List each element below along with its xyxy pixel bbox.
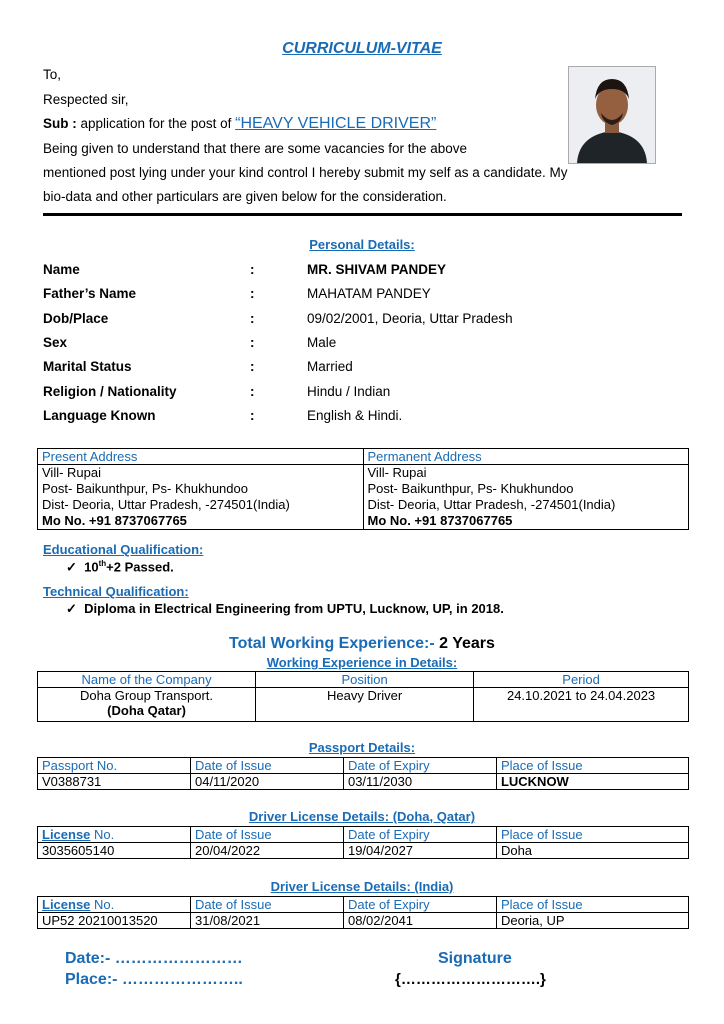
period-cell: 24.10.2021 to 24.04.2023 xyxy=(474,688,689,722)
qatar-license-expiry-date: 19/04/2027 xyxy=(343,843,496,859)
signature-line: {……………………….} xyxy=(395,971,546,988)
company-location: (Doha Qatar) xyxy=(107,703,186,718)
present-post: Post- Baikunthpur, Ps- Khukhundoo xyxy=(42,481,248,496)
date-of-expiry-header: Date of Expiry xyxy=(343,758,496,774)
technical-qualification-heading: Technical Qualification: xyxy=(43,584,189,599)
personal-details-heading: Personal Details: xyxy=(309,237,415,252)
license-label: License xyxy=(42,897,91,912)
company-name: Doha Group Transport. xyxy=(80,688,214,703)
date-of-issue-header: Date of Issue xyxy=(190,897,343,913)
technical-item xyxy=(66,601,504,617)
intro-paragraph-1: Being given to understand that there are some vacancies for the above xyxy=(43,141,468,156)
passport-number: V0388731 xyxy=(38,774,191,790)
date-of-expiry-header: Date of Expiry xyxy=(343,897,496,913)
check-icon: ✓ xyxy=(66,559,77,575)
license-india-table xyxy=(37,896,689,929)
language-known-label: Language Known xyxy=(43,408,156,423)
working-experience-heading: Working Experience in Details: xyxy=(266,655,458,670)
present-district: Dist- Deoria, Uttar Pradesh, -274501(India) xyxy=(42,497,290,512)
salutation: Respected sir, xyxy=(43,92,129,107)
subject-label: Sub : xyxy=(43,116,77,131)
intro-paragraph-2: mentioned post lying under your kind control I hereby submit my self as a candidate. My xyxy=(43,165,568,180)
permanent-address-header: Permanent Address xyxy=(363,449,689,465)
present-address-cell xyxy=(38,465,364,530)
license-qatar-table xyxy=(37,826,689,859)
place-field: Place:- ………………….. xyxy=(65,971,243,988)
document-title: CURRICULUM-VITAE xyxy=(282,40,442,57)
company-header: Name of the Company xyxy=(38,672,256,688)
permanent-mobile: Mo No. +91 8737067765 xyxy=(367,513,513,528)
passport-expiry-date: 03/11/2030 xyxy=(343,774,496,790)
india-license-expiry-date: 08/02/2041 xyxy=(343,913,496,929)
license-india-heading: Driver License Details: (India) xyxy=(270,879,454,894)
total-experience xyxy=(0,635,724,653)
colon: : xyxy=(250,335,255,350)
date-of-issue-header: Date of Issue xyxy=(190,758,343,774)
date-field: Date:- …………………… xyxy=(65,950,243,967)
educational-qualification-heading: Educational Qualification: xyxy=(43,542,204,557)
colon: : xyxy=(250,286,255,301)
india-license-number: UP52 20210013520 xyxy=(38,913,191,929)
license-no-header xyxy=(38,827,191,843)
name-label: Name xyxy=(43,262,80,277)
experience-table xyxy=(37,671,689,722)
place-of-issue-header: Place of Issue xyxy=(496,758,688,774)
qatar-license-place: Doha xyxy=(496,843,688,859)
father-name-value: MAHATAM PANDEY xyxy=(307,286,431,301)
license-qatar-heading: Driver License Details: (Doha, Qatar) xyxy=(248,809,476,824)
permanent-post: Post- Baikunthpur, Ps- Khukhundoo xyxy=(367,481,574,496)
passport-place-of-issue: LUCKNOW xyxy=(496,774,688,790)
license-no-header xyxy=(38,897,191,913)
present-address-header: Present Address xyxy=(38,449,364,465)
license-label: License xyxy=(42,827,91,842)
license-no-suffix: No. xyxy=(90,827,115,842)
education-status: +2 Passed. xyxy=(106,559,174,575)
name-value: MR. SHIVAM PANDEY xyxy=(307,262,447,277)
present-village: Vill- Rupai xyxy=(42,465,102,480)
place-of-issue-header: Place of Issue xyxy=(496,827,688,843)
company-cell xyxy=(38,688,256,722)
permanent-village: Vill- Rupai xyxy=(367,465,427,480)
passport-no-header: Passport No. xyxy=(38,758,191,774)
dob-place-value: 09/02/2001, Deoria, Uttar Pradesh xyxy=(307,311,513,326)
colon: : xyxy=(250,384,255,399)
education-superscript: th xyxy=(98,559,107,568)
subject-text: application for the post of xyxy=(76,116,236,131)
passport-details-heading: Passport Details: xyxy=(308,740,416,755)
father-name-label: Father’s Name xyxy=(43,286,137,301)
marital-status-label: Marital Status xyxy=(43,359,132,374)
total-experience-value: 2 Years xyxy=(434,635,495,652)
passport-issue-date: 04/11/2020 xyxy=(190,774,343,790)
language-known-value: English & Hindi. xyxy=(307,408,403,423)
permanent-district: Dist- Deoria, Uttar Pradesh, -274501(India) xyxy=(367,497,616,512)
sex-label: Sex xyxy=(43,335,68,350)
position-cell: Heavy Driver xyxy=(256,688,474,722)
india-license-issue-date: 31/08/2021 xyxy=(190,913,343,929)
religion-nationality-value: Hindu / Indian xyxy=(307,384,391,399)
subject-line xyxy=(43,115,436,133)
sex-value: Male xyxy=(307,335,337,350)
period-header: Period xyxy=(474,672,689,688)
post-title: “HEAVY VEHICLE DRIVER” xyxy=(235,115,437,132)
header-divider xyxy=(43,213,682,216)
total-experience-label: Total Working Experience:- xyxy=(229,635,435,652)
colon: : xyxy=(250,359,255,374)
profile-photo xyxy=(568,66,656,164)
education-item xyxy=(66,559,174,575)
passport-table xyxy=(37,757,689,790)
technical-item-text: Diploma in Electrical Engineering from UPTU, Lucknow, UP, in 2018. xyxy=(84,601,504,616)
date-of-issue-header: Date of Issue xyxy=(190,827,343,843)
education-level: 10 xyxy=(84,559,99,575)
colon: : xyxy=(250,408,255,423)
address-table xyxy=(37,448,689,530)
signature-label: Signature xyxy=(438,950,512,967)
qatar-license-number: 3035605140 xyxy=(38,843,191,859)
qatar-license-issue-date: 20/04/2022 xyxy=(190,843,343,859)
colon: : xyxy=(250,262,255,277)
marital-status-value: Married xyxy=(307,359,353,374)
present-mobile: Mo No. +91 8737067765 xyxy=(42,513,187,528)
religion-nationality-label: Religion / Nationality xyxy=(43,384,177,399)
check-icon: ✓ xyxy=(66,601,77,616)
date-of-expiry-header: Date of Expiry xyxy=(343,827,496,843)
permanent-address-cell xyxy=(363,465,689,530)
dob-place-label: Dob/Place xyxy=(43,311,109,326)
intro-paragraph-3: bio-data and other particulars are given below for the consideration. xyxy=(43,189,447,204)
license-no-suffix: No. xyxy=(90,897,115,912)
india-license-place: Deoria, UP xyxy=(496,913,688,929)
place-of-issue-header: Place of Issue xyxy=(496,897,688,913)
to-line: To, xyxy=(43,67,62,82)
colon: : xyxy=(250,311,255,326)
position-header: Position xyxy=(256,672,474,688)
